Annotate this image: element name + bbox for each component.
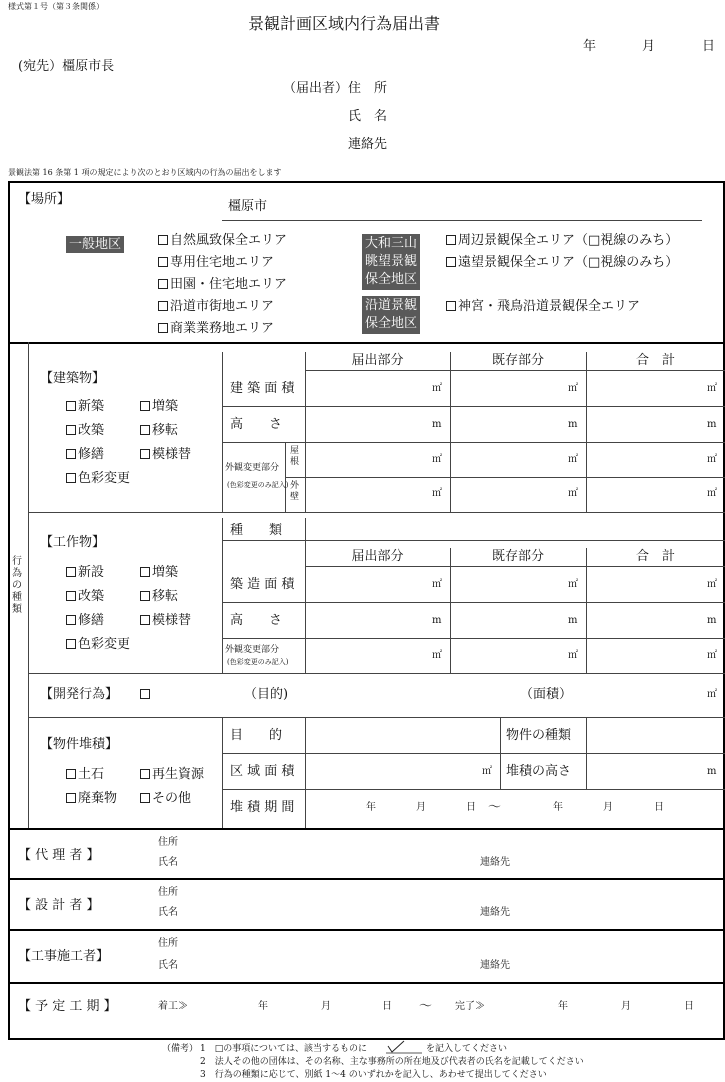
structure-opt-move[interactable]: [140, 590, 178, 603]
grid-line: [450, 352, 451, 512]
agent-address: 住所: [158, 837, 178, 848]
checkbox[interactable]: [158, 301, 168, 311]
option-label: 周辺景観保全エリア（□視線のみち）: [458, 233, 679, 248]
structure-opt-remodel[interactable]: [140, 614, 191, 627]
checkbox[interactable]: [140, 689, 150, 699]
notes-prefix: （備考）: [162, 1044, 199, 1054]
development-label: 【開発行為】: [40, 687, 119, 702]
roof-char: 屋: [290, 446, 300, 456]
structure-row-area: 築 造 面 積: [230, 577, 295, 592]
checkbox[interactable]: [66, 793, 76, 803]
unit: ㎡: [707, 650, 717, 661]
grid-line: [222, 602, 725, 603]
grid-line: [222, 638, 725, 639]
building-opt-color[interactable]: [66, 472, 130, 485]
yamato-option-1[interactable]: [446, 234, 678, 247]
period-tilde: 〜: [488, 800, 502, 815]
checkbox[interactable]: [446, 235, 456, 245]
unit: ㎡: [568, 579, 578, 590]
grid-line: [305, 717, 306, 828]
structure-opt-rebuild[interactable]: [66, 590, 104, 603]
structure-col-total: 合 計: [635, 549, 675, 564]
agent-name: 氏名: [158, 857, 178, 868]
building-row-area: 建 築 面 積: [230, 381, 295, 396]
building-row-height: 高 さ: [230, 417, 283, 432]
option-label: 廃棄物: [78, 791, 118, 806]
pile-opt-waste[interactable]: [66, 792, 117, 805]
checkbox[interactable]: [158, 257, 168, 267]
grid-line: [222, 406, 725, 407]
date-year: 年: [583, 39, 597, 54]
option-label: 新築: [78, 399, 105, 414]
check-mark-icon: [384, 1040, 424, 1057]
unit: m: [707, 615, 717, 626]
grid-line: [222, 753, 725, 754]
general-district-badge: 一般地区: [66, 236, 124, 253]
unit: m: [707, 766, 717, 777]
badge-line: 保全地区: [365, 272, 418, 287]
building-col-existing: 既存部分: [491, 353, 544, 368]
section-divider: [8, 929, 725, 931]
structure-row-kind: 種 類: [230, 523, 283, 538]
checkbox[interactable]: [158, 323, 168, 333]
checkbox[interactable]: [140, 567, 150, 577]
development-checkbox[interactable]: [140, 688, 152, 701]
structure-opt-extend[interactable]: [140, 566, 178, 579]
building-opt-move[interactable]: [140, 424, 178, 437]
checkbox[interactable]: [446, 301, 456, 311]
section-divider: [28, 673, 725, 674]
grid-line: [285, 477, 725, 478]
checkbox[interactable]: [66, 769, 76, 779]
pile-opt-other[interactable]: [140, 792, 191, 805]
checkbox[interactable]: [140, 591, 150, 601]
structure-row-height: 高 さ: [230, 613, 283, 628]
general-option-1[interactable]: [158, 234, 287, 247]
structure-opt-new[interactable]: [66, 566, 104, 579]
agent-label: 【 代 理 者 】: [18, 848, 100, 863]
form-title: 景観計画区域内行為届出書: [248, 14, 441, 33]
note-2: 2 法人その他の団体は、その名称、主な事務所の所在地及び代表者の氏名を記載してください: [200, 1057, 584, 1067]
agent-contact: 連絡先: [480, 857, 510, 868]
period-day: 日: [466, 802, 476, 813]
grid-line: [586, 352, 587, 512]
grid-line: [222, 717, 223, 828]
act-type-divider: [28, 342, 29, 828]
unit: ㎡: [707, 383, 717, 394]
structure-opt-repair[interactable]: [66, 614, 104, 627]
unit: m: [432, 615, 442, 626]
building-row-ext: 外観変更部分: [225, 463, 280, 473]
designer-name: 氏名: [158, 907, 178, 918]
development-area: （面積）: [520, 687, 573, 702]
checkbox[interactable]: [140, 401, 150, 411]
designer-label: 【 設 計 者 】: [18, 898, 100, 913]
checkbox[interactable]: [66, 425, 76, 435]
option-label: 改築: [78, 423, 105, 438]
checkbox[interactable]: [66, 473, 76, 483]
schedule-start: 着工≫: [158, 1001, 188, 1012]
building-opt-extend[interactable]: [140, 400, 178, 413]
option-label: 増築: [152, 399, 179, 414]
schedule-day: 日: [684, 1001, 694, 1012]
option-label: 模様替: [152, 447, 192, 462]
option-label: 土石: [78, 767, 105, 782]
roof-char: 根: [290, 457, 300, 467]
designer-address: 住所: [158, 887, 178, 898]
date-month: 月: [642, 39, 656, 54]
general-option-5[interactable]: [158, 322, 274, 335]
building-opt-repair[interactable]: [66, 448, 104, 461]
schedule-end: 完了≫: [455, 1001, 485, 1012]
contractor-label: 【工事施工者】: [18, 949, 110, 964]
unit: m: [707, 419, 717, 430]
pile-height: 堆積の高さ: [506, 764, 572, 779]
option-label: 移転: [152, 423, 179, 438]
unit: m: [568, 615, 578, 626]
road-district-badge: [362, 296, 420, 334]
schedule-month: 月: [621, 1001, 631, 1012]
section-divider: [8, 342, 725, 344]
grid-line: [222, 789, 725, 790]
building-row-ext-note: (色彩変更のみ記入): [227, 481, 289, 489]
checkbox[interactable]: [140, 769, 150, 779]
structure-col-existing: 既存部分: [491, 549, 544, 564]
badge-line: 保全地区: [365, 316, 418, 331]
pile-zone-area: 区 域 面 積: [230, 764, 295, 779]
yamato-option-2[interactable]: [446, 256, 678, 269]
statement: 景観法第 16 条第 1 項の規定により次のとおり区域内の行為の届出をします: [8, 168, 282, 177]
unit: ㎡: [707, 689, 717, 700]
general-option-3[interactable]: [158, 278, 287, 291]
section-divider: [8, 982, 725, 984]
option-label: 田園・住宅地エリア: [170, 277, 288, 292]
pile-label: 【物件堆積】: [40, 737, 119, 752]
act-type-label: [12, 556, 24, 616]
option-label: 再生資源: [152, 767, 205, 782]
grid-line: [222, 540, 725, 541]
grid-line: [305, 352, 306, 512]
act-type-char: 種: [12, 592, 22, 603]
unit: ㎡: [707, 454, 717, 465]
checkbox[interactable]: [158, 279, 168, 289]
section-divider: [8, 878, 725, 880]
unit: ㎡: [707, 488, 717, 499]
location-label: 【場所】: [18, 192, 71, 207]
date-day: 日: [702, 39, 716, 54]
road-option-1[interactable]: [446, 300, 640, 313]
unit: ㎡: [568, 383, 578, 394]
option-label: 色彩変更: [78, 637, 131, 652]
option-label: 移転: [152, 589, 179, 604]
period-day: 日: [654, 802, 664, 813]
unit: ㎡: [707, 579, 717, 590]
form-number: 様式第１号（第３条関係）: [8, 2, 104, 11]
wall-char: 壁: [290, 492, 300, 502]
unit: m: [432, 419, 442, 430]
unit: ㎡: [482, 766, 492, 777]
option-label: 自然風致保全エリア: [170, 233, 288, 248]
structure-row-ext: 外観変更部分: [225, 645, 280, 655]
checkbox[interactable]: [446, 257, 456, 267]
pile-period: 堆 積 期 間: [230, 800, 295, 815]
structure-col-report: 届出部分: [351, 549, 404, 564]
option-label: 神宮・飛鳥沿道景観保全エリア: [458, 299, 641, 314]
pile-purpose: 目 的: [230, 728, 283, 743]
option-label: 改築: [78, 589, 105, 604]
unit: ㎡: [432, 650, 442, 661]
option-label: 増築: [152, 565, 179, 580]
badge-line: 沿道景観: [365, 298, 418, 313]
building-col-report: 届出部分: [351, 353, 404, 368]
period-month: 月: [603, 802, 613, 813]
pile-opt-recycle[interactable]: [140, 768, 204, 781]
act-type-char: 為: [12, 568, 22, 579]
addressee: (宛先）橿原市長: [18, 59, 115, 74]
section-divider: [8, 828, 725, 830]
development-purpose: （目的): [244, 687, 289, 702]
checkbox[interactable]: [66, 449, 76, 459]
grid-line: [222, 352, 223, 512]
period-month: 月: [416, 802, 426, 813]
unit: ㎡: [432, 454, 442, 465]
checkbox[interactable]: [66, 615, 76, 625]
schedule-label: 【 予 定 工 期 】: [18, 999, 117, 1014]
location-line: [222, 220, 702, 221]
option-label: その他: [152, 791, 192, 806]
checkbox[interactable]: [66, 639, 76, 649]
checkbox[interactable]: [140, 793, 150, 803]
note-3: 3 行為の種類に応じて、別紙 1〜4 のいずれかを記入し、あわせて提出してください: [200, 1070, 547, 1080]
applicant-address-label: （届出者）住 所: [283, 81, 388, 96]
option-label: 修繕: [78, 613, 105, 628]
note-1b: を記入してください: [426, 1044, 508, 1054]
badge-line: 大和三山: [365, 236, 418, 251]
act-type-char: 類: [12, 604, 22, 615]
option-label: 色彩変更: [78, 471, 131, 486]
schedule-month: 月: [321, 1001, 331, 1012]
schedule-tilde: 〜: [419, 999, 433, 1014]
structure-label: 【工作物】: [40, 535, 106, 550]
period-year: 年: [366, 802, 376, 813]
wall-char: 外: [290, 481, 300, 491]
contractor-contact: 連絡先: [480, 960, 510, 971]
building-row-roof: [290, 446, 299, 468]
unit: ㎡: [568, 488, 578, 499]
unit: ㎡: [432, 383, 442, 394]
unit: ㎡: [568, 454, 578, 465]
yamato-district-badge: [362, 234, 420, 290]
badge-line: 眺望景観: [365, 254, 418, 269]
unit: m: [568, 419, 578, 430]
option-label: 専用住宅地エリア: [170, 255, 275, 270]
checkbox[interactable]: [158, 235, 168, 245]
option-label: 新設: [78, 565, 105, 580]
building-opt-rebuild[interactable]: [66, 424, 104, 437]
section-divider: [28, 512, 725, 513]
building-label: 【建築物】: [40, 371, 106, 386]
unit: ㎡: [432, 488, 442, 499]
building-opt-new[interactable]: [66, 400, 104, 413]
option-label: 模様替: [152, 613, 192, 628]
pile-kind: 物件の種類: [506, 728, 572, 743]
section-divider: [28, 717, 725, 718]
checkbox[interactable]: [66, 401, 76, 411]
option-label: 沿道市街地エリア: [170, 299, 275, 314]
general-option-4[interactable]: [158, 300, 274, 313]
contractor-name: 氏名: [158, 960, 178, 971]
grid-line: [305, 518, 306, 673]
grid-line: [222, 518, 223, 673]
grid-line: [305, 566, 725, 567]
schedule-year: 年: [258, 1001, 268, 1012]
option-label: 修繕: [78, 447, 105, 462]
act-type-char: の: [12, 580, 22, 591]
applicant-name-label: 氏 名: [348, 109, 388, 124]
period-year: 年: [553, 802, 563, 813]
note-1: 1 □の事項については、該当するものに: [200, 1044, 368, 1054]
schedule-day: 日: [382, 1001, 392, 1012]
pile-opt-soil[interactable]: [66, 768, 104, 781]
unit: ㎡: [432, 579, 442, 590]
checkbox[interactable]: [140, 615, 150, 625]
checkbox[interactable]: [66, 591, 76, 601]
option-label: 遠望景観保全エリア（□視線のみち）: [458, 255, 679, 270]
general-option-2[interactable]: [158, 256, 274, 269]
checkbox[interactable]: [66, 567, 76, 577]
act-type-char: 行: [12, 556, 22, 567]
building-opt-remodel[interactable]: [140, 448, 191, 461]
applicant-contact-label: 連絡先: [348, 137, 388, 152]
structure-row-ext-note: (色彩変更のみ記入): [227, 658, 289, 666]
grid-line: [305, 370, 725, 371]
designer-contact: 連絡先: [480, 907, 510, 918]
checkbox[interactable]: [140, 449, 150, 459]
building-row-wall: [290, 481, 299, 503]
structure-opt-color[interactable]: [66, 638, 130, 651]
building-col-total: 合 計: [635, 353, 675, 368]
option-label: 商業業務地エリア: [170, 321, 275, 336]
checkbox[interactable]: [140, 425, 150, 435]
unit: ㎡: [568, 650, 578, 661]
grid-line: [222, 442, 725, 443]
schedule-year: 年: [558, 1001, 568, 1012]
contractor-address: 住所: [158, 938, 178, 949]
location-value: 橿原市: [228, 199, 268, 214]
